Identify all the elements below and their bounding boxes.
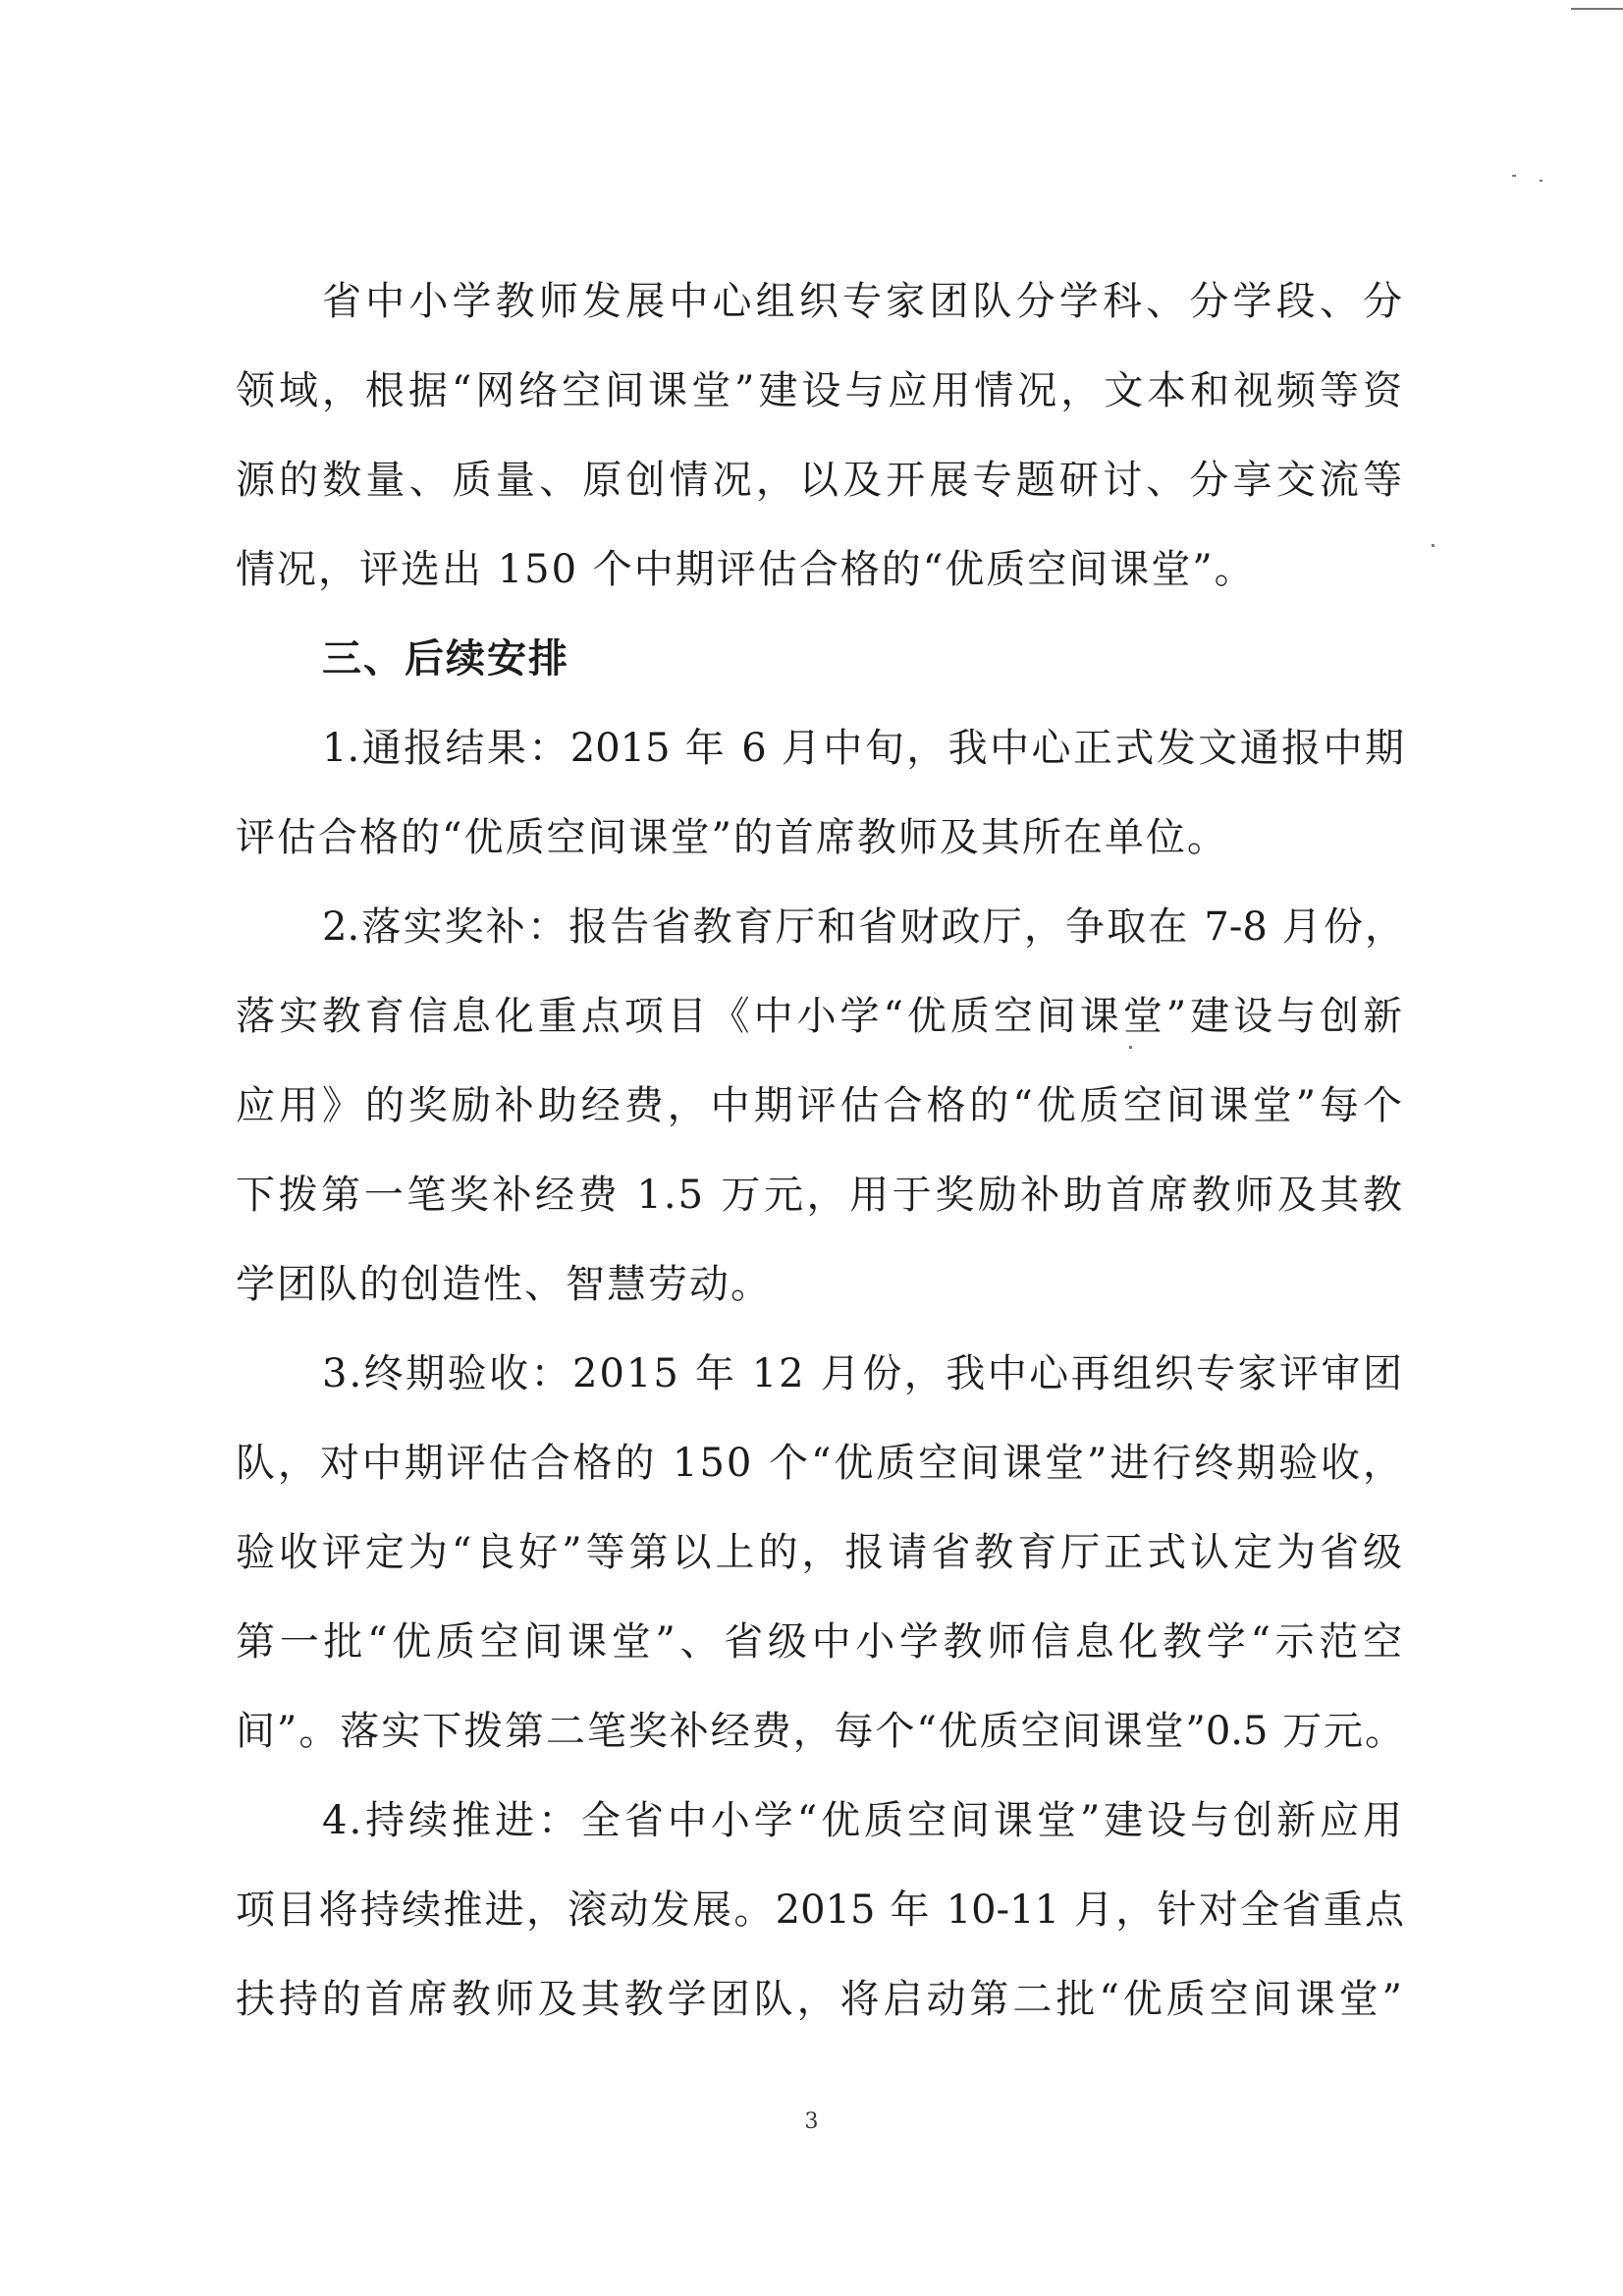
scan-edge-mark xyxy=(1571,8,1623,10)
page-number: 3 xyxy=(804,2109,819,2134)
paragraph-line: 源的数量、质量、原创情况，以及开展专题研讨、分享交流等 xyxy=(236,458,1404,503)
paragraph-line: 验收评定为“良好”等第以上的，报请省教育厅正式认定为省级 xyxy=(236,1530,1404,1575)
scan-speck xyxy=(1540,180,1542,182)
paragraph-line: 扶持的首席教师及其教学团队，将启动第二批“优质空间课堂” xyxy=(236,1977,1404,2022)
body-text xyxy=(236,257,1404,2045)
paragraph-line: 4.持续推进：全省中小学“优质空间课堂”建设与创新应用 xyxy=(322,1798,1404,1843)
paragraph-line: 2.落实奖补：报告省教育厅和省财政厅，争取在 7-8 月份， xyxy=(322,904,1404,950)
section-heading: 三、后续安排 xyxy=(322,636,569,682)
paragraph-line: 评估合格的“优质空间课堂”的首席教师及其所在单位。 xyxy=(236,815,1228,860)
paragraph-line: 间”。落实下拨第二笔奖补经费，每个“优质空间课堂”0.5 万元。 xyxy=(236,1709,1404,1754)
paragraph-line: 队，对中期评估合格的 150 个“优质空间课堂”进行终期验收， xyxy=(236,1441,1404,1486)
paragraph-line: 情况，评选出 150 个中期评估合格的“优质空间课堂”。 xyxy=(236,547,1256,592)
paragraph-line: 学团队的创造性、智慧劳动。 xyxy=(236,1262,772,1307)
scan-speck xyxy=(1512,175,1516,177)
paragraph-line: 落实教育信息化重点项目《中小学“优质空间课堂”建设与创新 xyxy=(236,994,1404,1039)
paragraph-line: 第一批“优质空间课堂”、省级中小学教师信息化教学“示范空 xyxy=(236,1619,1404,1665)
scan-speck xyxy=(1432,544,1434,547)
paragraph-line: 项目将持续推进，滚动发展。2015 年 10-11 月，针对全省重点 xyxy=(236,1887,1404,1933)
paragraph-line: 省中小学教师发展中心组织专家团队分学科、分学段、分 xyxy=(322,279,1404,324)
paragraph-line: 应用》的奖励补助经费，中期评估合格的“优质空间课堂”每个 xyxy=(236,1083,1404,1128)
paragraph-line: 领域，根据“网络空间课堂”建设与应用情况，文本和视频等资 xyxy=(236,368,1404,413)
paragraph-line: 1.通报结果：2015 年 6 月中旬，我中心正式发文通报中期 xyxy=(322,726,1404,771)
paragraph-line: 下拨第一笔奖补经费 1.5 万元，用于奖励补助首席教师及其教 xyxy=(236,1173,1404,1218)
paragraph-line: 3.终期验收：2015 年 12 月份，我中心再组织专家评审团 xyxy=(322,1351,1404,1396)
